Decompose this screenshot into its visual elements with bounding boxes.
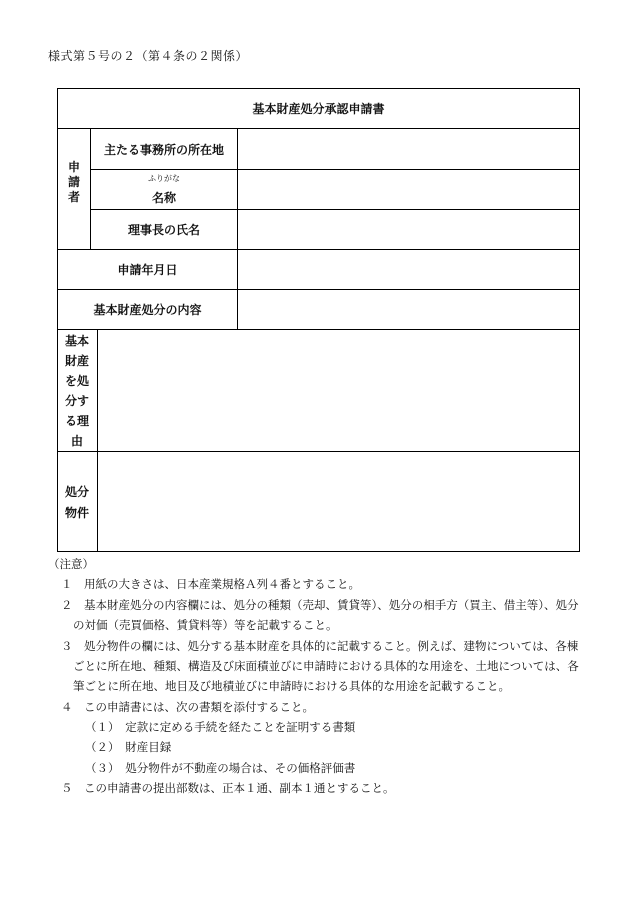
applicant-label — [60, 160, 88, 205]
reason-label-text: 基本財産を処分する理由 — [64, 334, 89, 448]
form-number: 様式第５号の２（第４条の２関係） — [48, 49, 249, 63]
note-item: １ 用紙の大きさは、日本産業規格Ａ列４番とすること。 — [61, 577, 360, 591]
note-item: （２） 財産目録 — [85, 740, 172, 754]
note-item: ４ この申請書には、次の書類を添付すること。 — [61, 700, 314, 714]
applicant-label-text: 申請者 — [67, 160, 80, 204]
property-label-text: 処分物件 — [64, 485, 89, 520]
office-address-label: 主たる事務所の所在地 — [103, 142, 224, 157]
chairman-label: 理事長の氏名 — [127, 223, 200, 237]
disposition-content-field[interactable] — [238, 290, 579, 329]
note-item: ５ この申請書の提出部数は、正本１通、副本１通とすること。 — [61, 781, 395, 795]
property-label — [62, 482, 92, 524]
note-item: の対価（売買価格、賃貸料等）等を記載すること。 — [73, 618, 338, 632]
notes-title: （注意） — [48, 557, 94, 571]
note-item: （３） 処分物件が不動産の場合は、その価格評価書 — [85, 761, 356, 775]
note-item: ３ 処分物件の欄には、処分する基本財産を具体的に記載すること。例えば、建物については、各棟 — [61, 639, 579, 653]
note-item: ２ 基本財産処分の内容欄には、処分の種類（売却、賃貸等）、処分の相手方（買主、借主等）、処分 — [61, 598, 579, 612]
application-date-label: 申請年月日 — [117, 263, 178, 277]
office-address-field[interactable] — [238, 129, 579, 169]
name-label: 名称 — [151, 190, 176, 205]
name-field[interactable] — [238, 170, 579, 209]
property-field[interactable] — [98, 452, 579, 551]
disposition-content-label: 基本財産処分の内容 — [93, 303, 202, 317]
note-item: 筆ごとに所在地、地目及び地積並びに申請時における具体的な用途を記載すること。 — [73, 679, 510, 693]
note-item: ごとに所在地、種類、構造及び床面積並びに申請時における具体的な用途を、土地については、各 — [73, 659, 579, 673]
reason-label — [62, 331, 92, 451]
name-label-cell — [91, 170, 237, 209]
form-title: 基本財産処分承認申請書 — [252, 102, 385, 116]
note-item: （１） 定款に定める手続を経たことを証明する書類 — [85, 720, 356, 734]
name-furigana: ふりがな — [148, 173, 180, 183]
application-date-field[interactable] — [238, 250, 579, 289]
reason-field[interactable] — [98, 330, 579, 451]
chairman-field[interactable] — [238, 210, 579, 249]
